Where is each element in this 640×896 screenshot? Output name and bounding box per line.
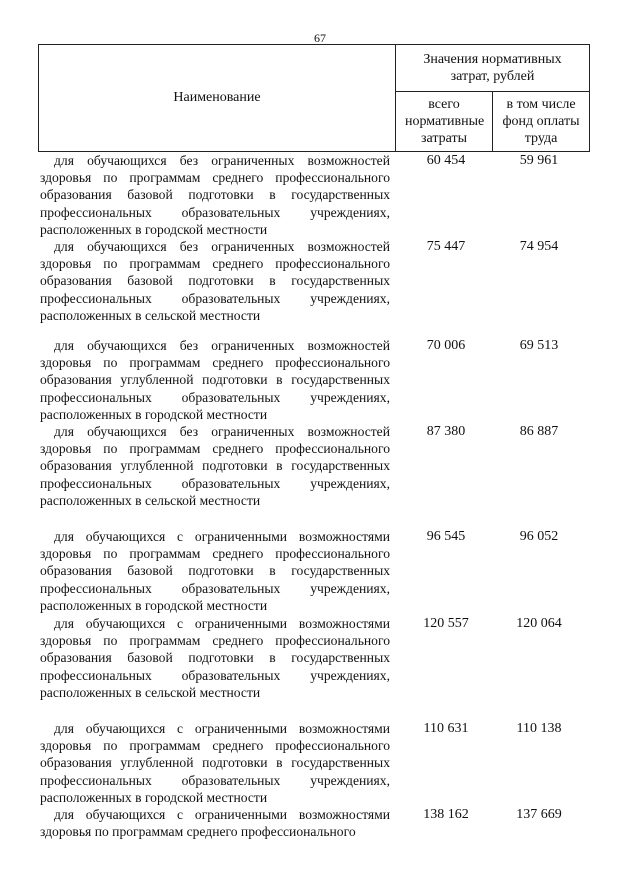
row-wage-value: 120 064	[516, 616, 562, 631]
row-total-value: 87 380	[426, 424, 466, 439]
row-description: для обучающихся с ограниченными возможностями здоровья по программам среднего профессионального образования углубленной подготовки в государственных профессиональных образовательных учреждениях, расположенных в городской местности	[40, 721, 390, 805]
header-total-column	[395, 91, 493, 152]
header-name-column	[38, 44, 396, 152]
row-total-value: 96 545	[426, 529, 466, 544]
row-wage-value: 137 669	[516, 807, 562, 822]
row-wage-value: 96 052	[519, 529, 559, 544]
row-total-value: 60 454	[426, 153, 466, 168]
header-wage-column	[492, 91, 590, 152]
row-wage-value: 86 887	[519, 424, 559, 439]
row-total-value: 110 631	[423, 721, 469, 736]
row-wage-value: 69 513	[519, 338, 559, 353]
row-wage-value: 59 961	[519, 153, 559, 168]
row-total-value: 75 447	[426, 239, 466, 254]
row-description: для обучающихся с ограниченными возможностями здоровья по программам среднего профессионального	[40, 807, 390, 840]
row-description: для обучающихся без ограниченных возможностей здоровья по программам среднего профессионального образования базовой подготовки в государственных профессиональных образовательных учреждениях, расположенных в сельской местности	[40, 239, 390, 323]
header-values-group	[395, 44, 590, 92]
row-description: для обучающихся без ограниченных возможностей здоровья по программам среднего профессионального образования углубленной подготовки в государственных профессиональных образовательных учреждениях, расположенных в сельской местности	[40, 424, 390, 508]
row-description: для обучающихся с ограниченными возможностями здоровья по программам среднего профессионального образования базовой подготовки в государственных профессиональных образовательных учреждениях, расположенных в сельской местности	[40, 616, 390, 700]
row-wage-value: 74 954	[519, 239, 559, 254]
row-total-value: 120 557	[423, 616, 469, 631]
row-description: для обучающихся без ограниченных возможностей здоровья по программам среднего профессионального образования углубленной подготовки в государственных профессиональных образовательных учреждениях, расположенных в городской местности	[40, 338, 390, 422]
header-wage-label: в том числе фонд оплаты труда	[502, 97, 580, 146]
row-description: для обучающихся с ограниченными возможностями здоровья по программам среднего профессионального образования базовой подготовки в государственных профессиональных образовательных учреждениях, расположенных в городской местности	[40, 529, 390, 613]
header-values-label: Значения нормативных затрат, рублей	[423, 52, 562, 84]
header-name-label: Наименование	[173, 90, 261, 105]
row-description: для обучающихся без ограниченных возможностей здоровья по программам среднего профессионального образования базовой подготовки в государственных профессиональных образовательных учреждениях, расположенных в городской местности	[40, 153, 390, 237]
header-total-label: всего нормативные затраты	[405, 97, 485, 146]
page-number: 67	[314, 31, 326, 45]
row-wage-value: 110 138	[516, 721, 562, 736]
row-total-value: 138 162	[423, 807, 469, 822]
row-total-value: 70 006	[426, 338, 466, 353]
